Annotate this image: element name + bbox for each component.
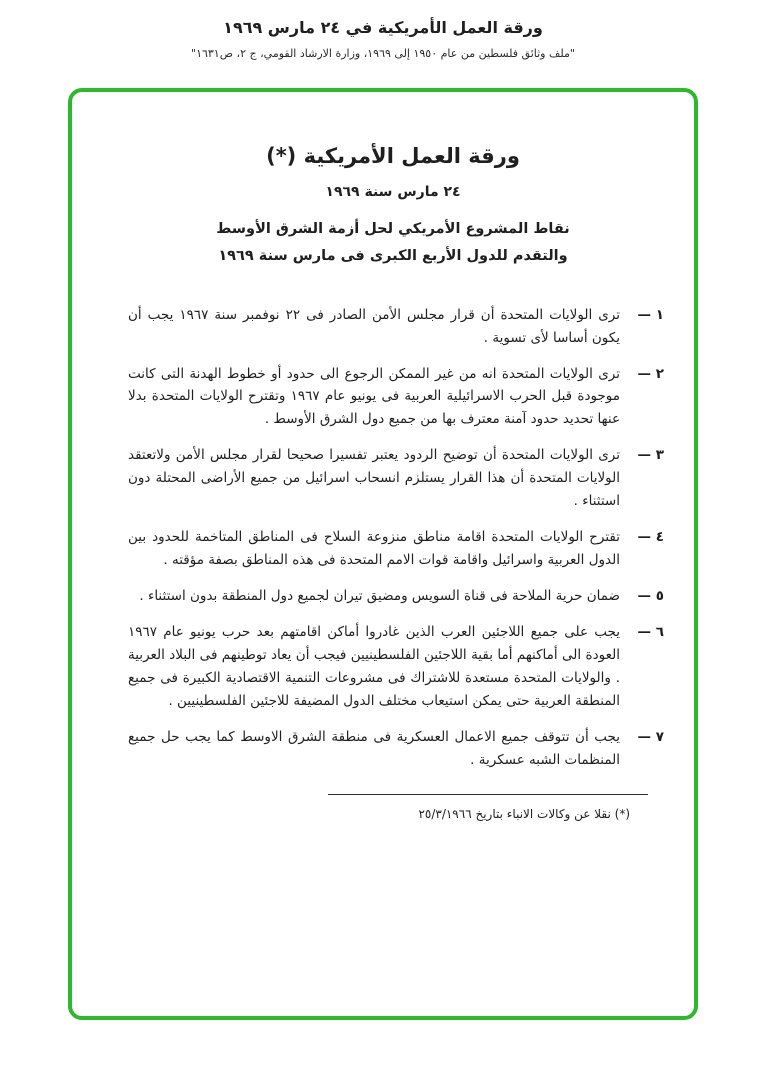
item-number: ٦ —	[637, 623, 664, 640]
document-subtitle-1: نقاط المشروع الأمريكي لحل أزمة الشرق الأوسط	[216, 221, 570, 237]
document-frame	[68, 88, 698, 1020]
list-item	[122, 585, 664, 608]
list-item	[122, 304, 664, 350]
document-title: ورقة العمل الأمريكية (*)	[266, 144, 520, 168]
item-number: ٧ —	[637, 728, 664, 745]
numbered-list	[122, 304, 664, 772]
item-number: ١ —	[637, 306, 664, 323]
item-text: يجب أن تتوقف جميع الاعمال العسكرية فى منطقة الشرق الاوسط كما يجب حل جميع المنظمات الشبه عسكرية .	[128, 728, 620, 768]
citation-title: ورقة العمل الأمريكية في ٢٤ مارس ١٩٦٩	[223, 18, 543, 37]
list-item	[122, 621, 664, 713]
item-text: ترى الولايات المتحدة أن توضيح الردود يعتبر تفسيرا صحيحا لقرار مجلس الأمن ولاتعتقد الولايات المتحدة أن هذا القرار يستلزم انسحاب اسرائيل من جميع الأراضى المحتلة دون استثناء .	[128, 447, 620, 510]
item-text: ضمان حرية الملاحة فى قناة السويس ومضيق تيران لجميع دول المنطقة بدون استثناء .	[139, 588, 620, 604]
item-number: ٣ —	[637, 447, 664, 464]
document-body	[72, 92, 694, 1016]
item-number: ٥ —	[637, 588, 664, 604]
footnote-text: (*) نقلا عن وكالات الانباء بتاريخ ٢٥/٣/١٩٦٦	[418, 806, 630, 821]
document-subtitle-2: والتقدم للدول الأربع الكبرى فى مارس سنة ١٩٦٩	[218, 247, 568, 264]
footnote-divider	[328, 794, 648, 795]
item-text: ترى الولايات المتحدة انه من غير الممكن الرجوع الى حدود أو خطوط الهدنة التى كانت موجودة قبل الحرب الاسرائيلية العربية فى يونيو عام ١٩٦٧ وتقترح الولايات المتحدة بدلا عنها تحديد حدود آمنة معترف بها من جميع دول الشرق الأوسط .	[128, 365, 620, 428]
item-text: يجب على جميع اللاجئين العرب الذين غادروا أماكن اقامتهم بعد حرب يونيو عام ١٩٦٧ العودة الى أماكنهم أما بقية اللاجئين الفلسطينيين فيجب أن يعاد توطينهم فى البلاد العربية . والولايات المتحدة مستعدة للاشتراك فى مشروعات التنمية الاقتصادية الكبيرة فى جميع المنطقة العربية حتى يمكن استيعاب مختلف الدول المضيفة للاجئين الفلسطينيين .	[128, 623, 620, 709]
item-number: ٢ —	[637, 365, 664, 382]
list-item	[122, 444, 664, 513]
list-item	[122, 526, 664, 572]
citation-source: "ملف وثائق فلسطين من عام ١٩٥٠ إلى ١٩٦٩، وزارة الارشاد القومي، ج ٢، ص١٦٣١"	[191, 47, 575, 60]
list-item	[122, 363, 664, 432]
item-number: ٤ —	[637, 529, 664, 546]
item-text: تقترح الولايات المتحدة اقامة مناطق منزوعة السلاح فى المناطق المتاخمة للحدود بين الدول العربية واسرائيل واقامة قوات الامم المتحدة فى هذه المناطق بصفة مؤقته .	[128, 529, 620, 569]
list-item	[122, 726, 664, 772]
citation-header	[0, 0, 766, 60]
item-text: ترى الولايات المتحدة أن قرار مجلس الأمن الصادر فى ٢٢ نوفمبر سنة ١٩٦٧ يجب أن يكون أساسا لأى تسوية .	[128, 306, 620, 346]
document-date: ٢٤ مارس سنة ١٩٦٩	[325, 184, 461, 200]
